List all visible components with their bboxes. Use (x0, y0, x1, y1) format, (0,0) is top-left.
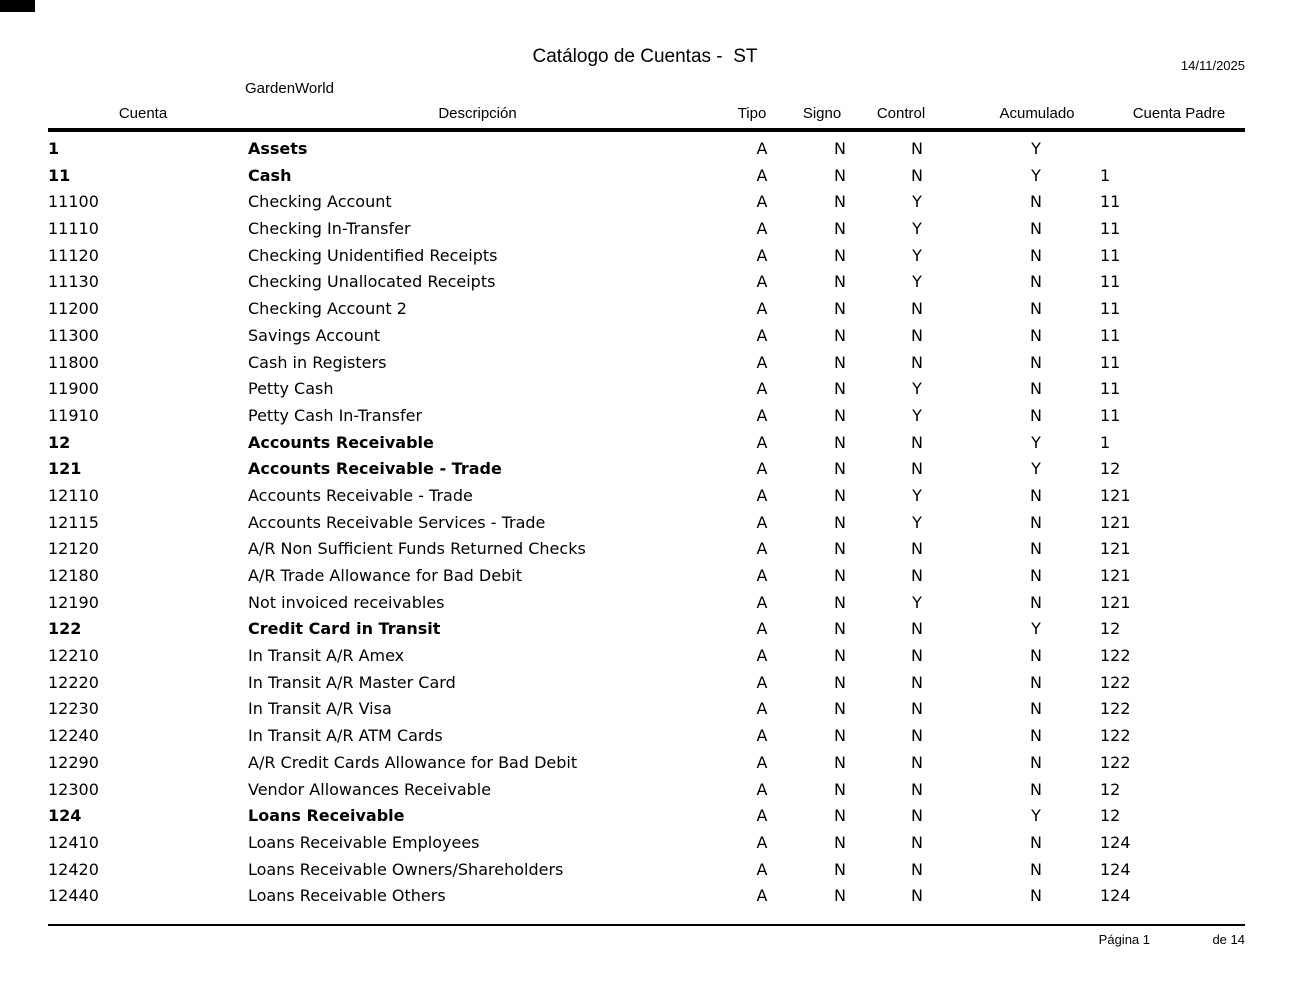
account-summary-flag: N (1030, 592, 1042, 612)
account-summary-flag: N (1030, 352, 1042, 372)
account-type: A (756, 272, 768, 292)
account-description: In Transit A/R Amex (248, 646, 405, 666)
parent-account: 122 (1100, 646, 1131, 666)
account-control-flag: Y (912, 219, 922, 239)
account-control-flag: N (911, 699, 923, 719)
table-row (0, 563, 1290, 590)
account-number: 122 (48, 619, 82, 639)
column-header-signo: Signo (802, 105, 842, 122)
account-control-flag: Y (912, 592, 922, 612)
account-sign: N (834, 299, 846, 319)
column-header-cuenta-padre: Cuenta Padre (1132, 105, 1226, 122)
parent-account: 121 (1100, 539, 1131, 559)
table-row (0, 269, 1290, 296)
account-description: Cash (248, 165, 292, 185)
account-summary-flag: Y (1031, 165, 1041, 185)
account-sign: N (834, 379, 846, 399)
account-description: Accounts Receivable (248, 432, 434, 452)
parent-account: 12 (1100, 779, 1121, 799)
account-description: Checking Unidentified Receipts (248, 245, 498, 265)
account-number: 1 (48, 139, 60, 158)
account-control-flag: N (911, 619, 923, 639)
account-description: Checking Account (248, 192, 392, 212)
table-row (0, 803, 1290, 830)
account-sign: N (834, 485, 846, 505)
table-row (0, 830, 1290, 857)
account-type: A (756, 405, 768, 425)
account-sign: N (834, 566, 846, 585)
table-row (0, 296, 1290, 323)
account-sign: N (834, 886, 846, 906)
account-type: A (756, 512, 768, 532)
account-sign: N (834, 219, 846, 239)
account-summary-flag: N (1030, 219, 1042, 239)
account-summary-flag: Y (1031, 619, 1041, 639)
account-description: Vendor Allowances Receivable (248, 779, 492, 799)
account-summary-flag: N (1030, 405, 1042, 425)
account-number: 12110 (48, 485, 99, 505)
table-row (0, 376, 1290, 403)
account-description: Accounts Receivable - Trade (248, 485, 473, 505)
column-header-cuenta: Cuenta (118, 105, 168, 122)
account-summary-flag: N (1030, 646, 1042, 666)
account-description: Savings Account (248, 325, 381, 345)
report-date: 14/11/2025 (1180, 58, 1245, 73)
table-row (0, 616, 1290, 643)
account-sign: N (834, 245, 846, 265)
account-sign: N (834, 352, 846, 372)
account-type: A (756, 432, 768, 452)
account-type: A (756, 726, 768, 746)
account-number: 11130 (48, 272, 99, 292)
account-summary-flag: N (1030, 672, 1042, 692)
account-number: 12180 (48, 566, 99, 585)
account-control-flag: N (911, 752, 923, 772)
parent-account: 124 (1100, 886, 1131, 906)
table-row (0, 216, 1290, 243)
parent-account: 122 (1100, 726, 1131, 746)
footer-page-total: de 14 (1212, 932, 1245, 947)
account-description: Loans Receivable Employees (248, 832, 480, 852)
account-type: A (756, 139, 768, 158)
account-description: Accounts Receivable Services - Trade (248, 512, 546, 532)
account-description: In Transit A/R Visa (248, 699, 392, 719)
account-number: 12410 (48, 832, 99, 852)
parent-account: 11 (1100, 325, 1121, 345)
account-control-flag: N (911, 886, 923, 906)
account-type: A (756, 859, 768, 879)
account-number: 12440 (48, 886, 99, 906)
account-number: 11800 (48, 352, 99, 372)
account-type: A (756, 592, 768, 612)
account-control-flag: N (911, 646, 923, 666)
account-sign: N (834, 539, 846, 559)
account-sign: N (834, 752, 846, 772)
parent-account: 11 (1100, 272, 1121, 292)
account-type: A (756, 219, 768, 239)
account-description: Accounts Receivable - Trade (248, 459, 502, 479)
account-description: Loans Receivable (248, 806, 405, 826)
account-type: A (756, 379, 768, 399)
account-sign: N (834, 432, 846, 452)
table-row (0, 350, 1290, 377)
table-row (0, 510, 1290, 537)
parent-account: 121 (1100, 592, 1131, 612)
account-control-flag: N (911, 566, 923, 585)
header-rule (48, 128, 1245, 132)
account-summary-flag: N (1030, 779, 1042, 799)
parent-account: 124 (1100, 832, 1131, 852)
account-description: Checking Account 2 (248, 299, 407, 319)
account-type: A (756, 299, 768, 319)
account-summary-flag: N (1030, 512, 1042, 532)
account-control-flag: Y (912, 192, 922, 212)
account-control-flag: N (911, 672, 923, 692)
table-row (0, 483, 1290, 510)
parent-account: 11 (1100, 299, 1121, 319)
table-row (0, 750, 1290, 777)
account-description: Checking Unallocated Receipts (248, 272, 496, 292)
account-sign: N (834, 699, 846, 719)
account-type: A (756, 646, 768, 666)
account-number: 12220 (48, 672, 99, 692)
account-sign: N (834, 272, 846, 292)
account-number: 11 (48, 165, 71, 185)
account-sign: N (834, 832, 846, 852)
account-summary-flag: N (1030, 272, 1042, 292)
account-type: A (756, 832, 768, 852)
parent-account: 11 (1100, 379, 1121, 399)
account-description: A/R Credit Cards Allowance for Bad Debit (248, 752, 578, 772)
account-description: In Transit A/R ATM Cards (248, 726, 443, 746)
account-number: 12300 (48, 779, 99, 799)
account-summary-flag: N (1030, 859, 1042, 879)
account-sign: N (834, 192, 846, 212)
account-control-flag: N (911, 859, 923, 879)
account-control-flag: Y (912, 245, 922, 265)
table-row (0, 857, 1290, 884)
table-row (0, 643, 1290, 670)
account-type: A (756, 459, 768, 479)
parent-account: 11 (1100, 219, 1121, 239)
account-summary-flag: N (1030, 566, 1042, 585)
column-header-control: Control (876, 105, 926, 122)
table-row (0, 777, 1290, 804)
account-sign: N (834, 646, 846, 666)
account-type: A (756, 806, 768, 826)
table-row (0, 403, 1290, 430)
account-description: Checking In-Transfer (248, 219, 411, 239)
account-summary-flag: N (1030, 752, 1042, 772)
account-control-flag: Y (912, 405, 922, 425)
account-number: 12190 (48, 592, 99, 612)
account-summary-flag: N (1030, 485, 1042, 505)
parent-account: 122 (1100, 699, 1131, 719)
account-number: 11110 (48, 219, 99, 239)
account-summary-flag: Y (1031, 139, 1041, 158)
account-type: A (756, 672, 768, 692)
account-number: 124 (48, 806, 82, 826)
account-control-flag: N (911, 352, 923, 372)
account-summary-flag: N (1030, 699, 1042, 719)
account-type: A (756, 325, 768, 345)
account-description: Petty Cash In-Transfer (248, 405, 423, 425)
parent-account: 11 (1100, 405, 1121, 425)
table-row (0, 670, 1290, 697)
account-control-flag: N (911, 325, 923, 345)
account-type: A (756, 245, 768, 265)
account-description: A/R Non Sufficient Funds Returned Checks (248, 539, 586, 559)
parent-account: 12 (1100, 806, 1121, 826)
parent-account: 11 (1100, 245, 1121, 265)
account-summary-flag: Y (1031, 806, 1041, 826)
account-description: Credit Card in Transit (248, 619, 441, 639)
account-control-flag: N (911, 726, 923, 746)
account-sign: N (834, 779, 846, 799)
account-number: 11900 (48, 379, 99, 399)
parent-account: 1 (1100, 165, 1111, 185)
account-sign: N (834, 165, 846, 185)
parent-account: 121 (1100, 485, 1131, 505)
account-summary-flag: N (1030, 245, 1042, 265)
account-type: A (756, 192, 768, 212)
account-sign: N (834, 405, 846, 425)
account-control-flag: N (911, 806, 923, 826)
account-type: A (756, 886, 768, 906)
parent-account: 124 (1100, 859, 1131, 879)
account-summary-flag: N (1030, 726, 1042, 746)
account-number: 12 (48, 432, 71, 452)
parent-account: 11 (1100, 192, 1121, 212)
account-number: 12230 (48, 699, 99, 719)
table-row (0, 136, 1290, 163)
account-type: A (756, 619, 768, 639)
parent-account: 121 (1100, 566, 1131, 585)
account-control-flag: N (911, 432, 923, 452)
account-sign: N (834, 806, 846, 826)
table-row (0, 189, 1290, 216)
table-row (0, 430, 1290, 457)
account-description: Loans Receivable Others (248, 886, 446, 906)
account-description: Assets (248, 139, 308, 158)
organization-name: GardenWorld (245, 80, 334, 97)
column-header-acumulado: Acumulado (999, 105, 1075, 122)
account-description: Cash in Registers (248, 352, 387, 372)
account-sign: N (834, 726, 846, 746)
account-description: In Transit A/R Master Card (248, 672, 456, 692)
parent-account: 12 (1100, 459, 1121, 479)
account-type: A (756, 485, 768, 505)
parent-account: 1 (1100, 432, 1111, 452)
table-row (0, 590, 1290, 617)
account-control-flag: N (911, 832, 923, 852)
account-number: 11100 (48, 192, 99, 212)
account-control-flag: Y (912, 512, 922, 532)
account-number: 12420 (48, 859, 99, 879)
corner-mark (0, 0, 35, 12)
account-type: A (756, 566, 768, 585)
table-row (0, 456, 1290, 483)
account-control-flag: N (911, 539, 923, 559)
table-row (0, 323, 1290, 350)
parent-account: 122 (1100, 672, 1131, 692)
account-number: 11200 (48, 299, 99, 319)
account-control-flag: Y (912, 272, 922, 292)
table-body (0, 136, 1290, 910)
account-control-flag: N (911, 165, 923, 185)
account-type: A (756, 779, 768, 799)
table-row (0, 163, 1290, 190)
account-type: A (756, 352, 768, 372)
table-row (0, 243, 1290, 270)
account-sign: N (834, 512, 846, 532)
account-number: 12240 (48, 726, 99, 746)
account-summary-flag: N (1030, 539, 1042, 559)
account-control-flag: N (911, 139, 923, 158)
column-header-tipo: Tipo (737, 105, 767, 122)
account-summary-flag: Y (1031, 432, 1041, 452)
account-summary-flag: N (1030, 379, 1042, 399)
account-number: 12115 (48, 512, 99, 532)
account-control-flag: N (911, 779, 923, 799)
account-sign: N (834, 619, 846, 639)
account-sign: N (834, 459, 846, 479)
account-summary-flag: N (1030, 299, 1042, 319)
page-title: Catálogo de Cuentas - ST (532, 46, 758, 67)
table-row (0, 536, 1290, 563)
table-row (0, 696, 1290, 723)
account-sign: N (834, 592, 846, 612)
account-control-flag: N (911, 299, 923, 319)
account-description: Not invoiced receivables (248, 592, 445, 612)
account-number: 121 (48, 459, 82, 479)
account-summary-flag: N (1030, 192, 1042, 212)
table-row (0, 883, 1290, 910)
parent-account: 121 (1100, 512, 1131, 532)
account-summary-flag: N (1030, 832, 1042, 852)
parent-account: 12 (1100, 619, 1121, 639)
account-description: Petty Cash (248, 379, 334, 399)
account-sign: N (834, 325, 846, 345)
account-type: A (756, 752, 768, 772)
account-number: 11300 (48, 325, 99, 345)
account-description: A/R Trade Allowance for Bad Debit (248, 566, 522, 585)
account-number: 12120 (48, 539, 99, 559)
footer-page-number: Página 1 (1098, 932, 1150, 947)
account-sign: N (834, 859, 846, 879)
account-sign: N (834, 139, 846, 158)
column-header-descripcion: Descripción (438, 105, 517, 122)
account-number: 12210 (48, 646, 99, 666)
account-type: A (756, 539, 768, 559)
account-number: 12290 (48, 752, 99, 772)
account-type: A (756, 165, 768, 185)
account-number: 11120 (48, 245, 99, 265)
account-sign: N (834, 672, 846, 692)
parent-account: 11 (1100, 352, 1121, 372)
account-type: A (756, 699, 768, 719)
account-description: Loans Receivable Owners/Shareholders (248, 859, 564, 879)
account-control-flag: N (911, 459, 923, 479)
footer-rule (48, 924, 1245, 926)
account-number: 11910 (48, 405, 99, 425)
account-control-flag: Y (912, 485, 922, 505)
parent-account: 122 (1100, 752, 1131, 772)
table-row (0, 723, 1290, 750)
account-control-flag: Y (912, 379, 922, 399)
account-summary-flag: N (1030, 886, 1042, 906)
account-summary-flag: Y (1031, 459, 1041, 479)
account-summary-flag: N (1030, 325, 1042, 345)
